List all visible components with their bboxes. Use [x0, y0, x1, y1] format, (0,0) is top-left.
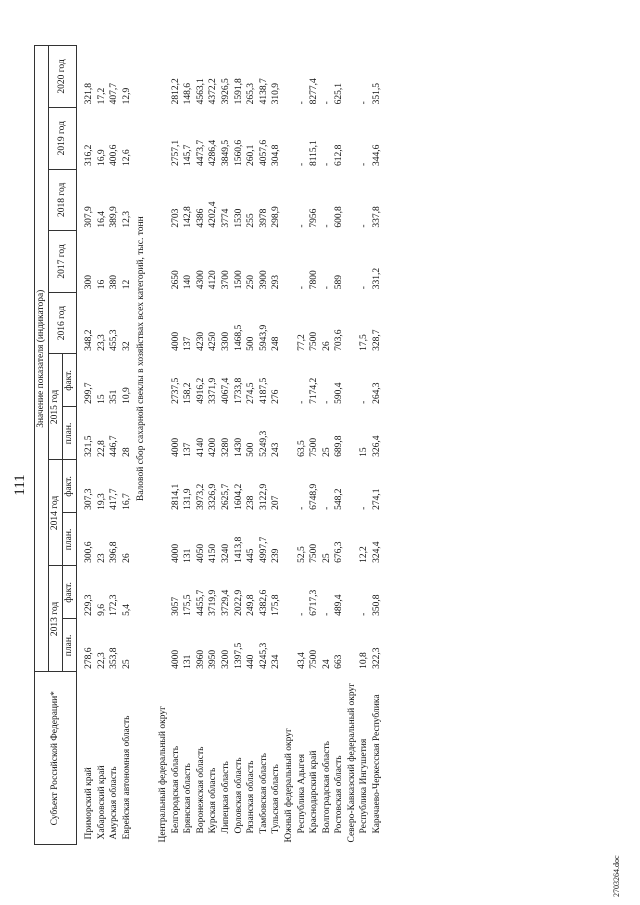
- value-cell: 265,3: [246, 83, 257, 105]
- value-cell: 16: [96, 279, 107, 290]
- value-cell: 175,8: [271, 594, 282, 616]
- table-header: [35, 46, 77, 845]
- subject-column-header: Субъект Российской Федерации*: [35, 672, 77, 845]
- region-name: Еврейская автономная область: [121, 715, 132, 840]
- value-cell: 2022,9: [233, 589, 244, 616]
- value-cell: 590,4: [334, 382, 345, 404]
- value-cell: 5,4: [121, 604, 132, 616]
- region-name: Липецкая область: [220, 761, 231, 834]
- region-name: Рязанская область: [246, 760, 257, 834]
- district-title: Центральный федеральный округ: [157, 706, 168, 843]
- value-cell: 131,9: [183, 488, 194, 510]
- value-cell: 148,6: [183, 83, 194, 105]
- value-cell: 243: [271, 442, 282, 457]
- value-cell: 2625,7: [220, 483, 231, 510]
- value-cell: 4120: [208, 270, 219, 290]
- value-cell: 7800: [309, 270, 320, 290]
- value-cell: 7956: [309, 208, 320, 228]
- value-cell: 4382,6: [258, 589, 269, 616]
- district-title: Северо-Кавказский федеральный округ: [346, 682, 357, 843]
- value-cell: 3700: [220, 270, 231, 290]
- value-cell: 77,2: [296, 334, 307, 351]
- value-cell: 1604,2: [233, 483, 244, 510]
- table-row: [308, 46, 321, 845]
- value-cell: 4138,7: [258, 78, 269, 105]
- value-cell: -: [321, 612, 332, 616]
- value-cell: 10,8: [359, 652, 370, 669]
- value-cell: 12,9: [121, 87, 132, 105]
- value-cell: 15: [359, 447, 370, 457]
- value-cell: 3973,2: [195, 483, 206, 510]
- table-row: [220, 46, 233, 845]
- value-cell: 500: [246, 442, 257, 457]
- table-body: [77, 46, 384, 845]
- value-cell: 3122,9: [258, 483, 269, 510]
- value-cell: 8115,1: [309, 140, 320, 167]
- plan-header: план.: [63, 619, 77, 672]
- value-cell: 12,6: [121, 149, 132, 167]
- value-cell: 322,3: [372, 647, 383, 669]
- value-cell: 417,7: [109, 488, 120, 510]
- value-cell: 337,8: [372, 206, 383, 228]
- value-cell: 4000: [170, 543, 181, 563]
- value-cell: 4150: [208, 543, 219, 563]
- value-cell: 234: [271, 654, 282, 669]
- value-cell: -: [321, 162, 332, 167]
- value-cell: 4386: [195, 208, 206, 228]
- value-cell: 2814,1: [170, 483, 181, 510]
- value-cell: 175,5: [183, 594, 194, 616]
- value-cell: 300: [84, 275, 94, 290]
- year-header-2018: 2018 год: [49, 169, 77, 231]
- year-header-2019: 2019 год: [49, 107, 77, 169]
- value-cell: -: [296, 400, 307, 404]
- value-cell: 612,8: [334, 144, 345, 167]
- value-cell: 25: [121, 659, 132, 669]
- value-cell: 2812,2: [170, 78, 181, 105]
- value-cell: 131: [183, 548, 194, 563]
- value-cell: 137: [183, 442, 194, 457]
- value-cell: 2650: [170, 270, 181, 290]
- value-cell: 24: [321, 659, 332, 669]
- value-cell: 23: [96, 553, 107, 563]
- value-cell: 25: [321, 447, 332, 457]
- value-cell: 4202,4: [208, 201, 219, 228]
- table-row: [83, 46, 96, 845]
- fact-header: факт.: [63, 566, 77, 619]
- value-cell: 7174,2: [309, 377, 320, 404]
- value-cell: 445: [246, 548, 257, 563]
- value-cell: 10,9: [121, 387, 132, 404]
- value-cell: 26: [321, 341, 332, 351]
- table-row: [121, 46, 134, 845]
- value-cell: 310,9: [271, 83, 282, 105]
- value-cell: 4473,7: [195, 139, 206, 167]
- value-cell: 300,6: [84, 541, 94, 563]
- value-cell: 4455,7: [195, 589, 206, 616]
- value-cell: 8277,4: [309, 78, 320, 105]
- value-cell: 328,7: [372, 329, 383, 351]
- value-cell: 278,6: [84, 647, 94, 669]
- region-name: Республика Ингушетия: [359, 738, 370, 834]
- value-cell: 6748,9: [309, 483, 320, 510]
- value-cell: 455,3: [109, 329, 120, 351]
- value-cell: 689,8: [334, 435, 345, 457]
- value-cell: -: [359, 506, 370, 510]
- table-row: [358, 46, 371, 845]
- district-row: [157, 46, 170, 845]
- value-cell: 4300: [195, 270, 206, 290]
- value-cell: 23,3: [96, 334, 107, 351]
- value-cell: 276: [271, 389, 282, 404]
- value-cell: 26: [121, 553, 132, 563]
- value-cell: 3719,9: [208, 589, 219, 616]
- value-cell: 407,7: [109, 83, 120, 105]
- value-cell: 172,3: [109, 594, 120, 616]
- value-cell: 3950: [208, 649, 219, 669]
- table-row: [245, 46, 258, 845]
- region-name: Приморский край: [84, 767, 94, 840]
- value-cell: 7500: [309, 649, 320, 669]
- value-cell: 12,2: [359, 546, 370, 563]
- value-cell: 142,8: [183, 206, 194, 228]
- district-row: [283, 46, 296, 845]
- value-cell: 353,8: [109, 647, 120, 669]
- value-cell: 1591,8: [233, 78, 244, 105]
- value-cell: -: [359, 400, 370, 404]
- table-row: [96, 46, 109, 845]
- value-cell: 324,4: [372, 541, 383, 563]
- value-cell: 12: [121, 279, 132, 290]
- value-cell: 625,1: [334, 83, 345, 105]
- value-cell: 1397,5: [233, 642, 244, 669]
- value-cell: 238: [246, 495, 257, 510]
- value-cell: 255: [246, 213, 257, 228]
- table-row: [371, 46, 384, 845]
- value-cell: -: [359, 162, 370, 167]
- region-name: Тульская область: [271, 764, 282, 834]
- value-cell: 4050: [195, 543, 206, 563]
- value-cell: 17,2: [96, 87, 107, 105]
- value-cell: -: [359, 286, 370, 290]
- value-cell: 316,2: [84, 144, 94, 167]
- fact-header: факт.: [63, 354, 77, 407]
- value-cell: 4140: [195, 437, 206, 457]
- table-row: [233, 46, 246, 845]
- value-cell: 1430: [233, 437, 244, 457]
- value-cell: 3900: [258, 270, 269, 290]
- value-cell: 1530: [233, 208, 244, 228]
- value-cell: 2737,5: [170, 377, 181, 404]
- value-cell: 400,6: [109, 144, 120, 167]
- value-cell: -: [321, 286, 332, 290]
- value-cell: 351,5: [372, 83, 383, 105]
- value-cell: 248: [271, 336, 282, 351]
- value-cell: 3978: [258, 208, 269, 228]
- value-cell: 326,4: [372, 435, 383, 457]
- value-cell: 9,6: [96, 604, 107, 616]
- value-cell: 52,5: [296, 546, 307, 563]
- value-cell: 1413,8: [233, 536, 244, 563]
- value-cell: 1468,5: [233, 324, 244, 351]
- value-cell: 1733,8: [233, 377, 244, 404]
- footer-filename: 2703264.doc: [612, 855, 621, 897]
- value-cell: 380: [109, 275, 120, 290]
- value-cell: 4563,1: [195, 78, 206, 105]
- value-cell: 1560,6: [233, 139, 244, 167]
- district-title: Южный федеральный округ: [283, 728, 294, 843]
- value-cell: 589: [334, 275, 345, 290]
- value-cell: 4250: [208, 331, 219, 351]
- value-cell: 489,4: [334, 594, 345, 616]
- value-cell: 3729,4: [220, 589, 231, 616]
- value-cell: -: [296, 612, 307, 616]
- value-cell: 4000: [170, 331, 181, 351]
- value-cell: 43,4: [296, 652, 307, 669]
- value-cell: 298,9: [271, 206, 282, 228]
- value-cell: 331,2: [372, 267, 383, 290]
- value-cell: 3371,9: [208, 377, 219, 404]
- value-cell: 3057: [170, 596, 181, 616]
- region-name: Тамбовская область: [258, 753, 269, 834]
- value-cell: 676,3: [334, 541, 345, 563]
- table-row: [296, 46, 309, 845]
- year-header-2014: 2014 год: [49, 460, 63, 566]
- value-cell: 5249,3: [258, 430, 269, 457]
- value-cell: 274,1: [372, 488, 383, 510]
- value-cell: 3926,5: [220, 78, 231, 105]
- table-row: [321, 46, 334, 845]
- value-cell: 15: [96, 394, 107, 404]
- table-row: [207, 46, 220, 845]
- table-row: [258, 46, 271, 845]
- section-subheader: Валовой сбор сахарной свеклы в хозяйствах всех категорий, тыс. тонн: [136, 216, 147, 502]
- value-cell: 3960: [195, 649, 206, 669]
- value-cell: 250: [246, 275, 257, 290]
- value-cell: 4372,2: [208, 78, 219, 105]
- table-row: [170, 46, 183, 845]
- value-cell: -: [321, 506, 332, 510]
- value-cell: 32: [121, 341, 132, 351]
- value-cell: 239: [271, 548, 282, 563]
- value-cell: 4057,6: [258, 139, 269, 167]
- indicator-header: Значение показателя (индикатора): [35, 46, 49, 672]
- value-cell: 4000: [170, 649, 181, 669]
- value-cell: 158,2: [183, 382, 194, 404]
- value-cell: 22,8: [96, 440, 107, 457]
- value-cell: 140: [183, 275, 194, 290]
- value-cell: 304,8: [271, 144, 282, 167]
- value-cell: 1500: [233, 270, 244, 290]
- year-header-2020: 2020 год: [49, 46, 77, 108]
- value-cell: 3774: [220, 208, 231, 228]
- value-cell: 2703: [170, 208, 181, 228]
- value-cell: 16,9: [96, 149, 107, 167]
- indicator-table: [34, 45, 384, 845]
- value-cell: 7500: [309, 543, 320, 563]
- year-header-2017: 2017 год: [49, 231, 77, 293]
- year-header-2013: 2013 год: [49, 566, 63, 672]
- value-cell: -: [296, 162, 307, 167]
- value-cell: 3240: [220, 543, 231, 563]
- plan-header: план.: [63, 407, 77, 460]
- value-cell: 131: [183, 654, 194, 669]
- value-cell: 4067,4: [220, 377, 231, 404]
- year-header-2015: 2015 год: [49, 354, 63, 460]
- region-name: Курская область: [208, 767, 219, 834]
- value-cell: 440: [246, 654, 257, 669]
- district-row: [346, 46, 359, 845]
- value-cell: 5943,9: [258, 324, 269, 351]
- value-cell: 19,3: [96, 493, 107, 510]
- table-row: [333, 46, 346, 845]
- value-cell: -: [359, 224, 370, 228]
- value-cell: 3326,9: [208, 483, 219, 510]
- value-cell: 260,1: [246, 144, 257, 167]
- value-cell: 500: [246, 336, 257, 351]
- region-name: Краснодарский край: [309, 750, 320, 834]
- value-cell: 600,8: [334, 206, 345, 228]
- value-cell: 4916,2: [195, 377, 206, 404]
- value-cell: 229,3: [84, 594, 94, 616]
- value-cell: 4187,5: [258, 377, 269, 404]
- value-cell: 7500: [309, 437, 320, 457]
- value-cell: 4230: [195, 331, 206, 351]
- plan-header: план.: [63, 513, 77, 566]
- region-name: Брянская область: [183, 763, 194, 834]
- value-cell: 25: [321, 553, 332, 563]
- value-cell: -: [296, 101, 307, 105]
- value-cell: 3280: [220, 437, 231, 457]
- value-cell: 7500: [309, 331, 320, 351]
- value-cell: 4997,7: [258, 536, 269, 563]
- region-name: Хабаровский край: [96, 765, 107, 840]
- value-cell: 137: [183, 336, 194, 351]
- value-cell: 389,9: [109, 206, 120, 228]
- value-cell: 4245,3: [258, 642, 269, 669]
- value-cell: 6717,3: [309, 589, 320, 616]
- value-cell: 22,3: [96, 652, 107, 669]
- value-cell: 299,7: [84, 382, 94, 404]
- value-cell: 145,7: [183, 144, 194, 167]
- value-cell: 663: [334, 654, 345, 669]
- region-name: Карачаево-Черкесская Республика: [372, 694, 383, 834]
- value-cell: 3849,5: [220, 139, 231, 167]
- value-cell: 3200: [220, 649, 231, 669]
- region-name: Амурская область: [109, 766, 120, 840]
- value-cell: 274,5: [246, 382, 257, 404]
- value-cell: 16,4: [96, 211, 107, 228]
- value-cell: 446,7: [109, 435, 120, 457]
- value-cell: 307,3: [84, 488, 94, 510]
- value-cell: 16,7: [121, 493, 132, 510]
- subheader-row: [133, 46, 151, 845]
- value-cell: 12,3: [121, 211, 132, 228]
- value-cell: 249,8: [246, 594, 257, 616]
- value-cell: 396,8: [109, 541, 120, 563]
- value-cell: 703,6: [334, 329, 345, 351]
- region-name: Ростовская область: [334, 755, 345, 834]
- value-cell: -: [296, 286, 307, 290]
- value-cell: 548,2: [334, 488, 345, 510]
- region-name: Волгоградская область: [321, 741, 332, 834]
- value-cell: 350,8: [372, 594, 383, 616]
- page-number: 111: [12, 474, 28, 496]
- region-name: Орловская область: [233, 757, 244, 834]
- region-name: Воронежская область: [195, 746, 206, 834]
- value-cell: 2757,1: [170, 139, 181, 167]
- value-cell: 321,8: [84, 83, 94, 105]
- value-cell: -: [359, 101, 370, 105]
- value-cell: 264,3: [372, 382, 383, 404]
- value-cell: 17,5: [359, 334, 370, 351]
- value-cell: 344,6: [372, 144, 383, 167]
- value-cell: 348,2: [84, 329, 94, 351]
- value-cell: 321,5: [84, 435, 94, 457]
- region-name: Республика Адыгея: [296, 754, 307, 834]
- value-cell: 293: [271, 275, 282, 290]
- value-cell: -: [321, 101, 332, 105]
- table-row: [108, 46, 121, 845]
- value-cell: 3300: [220, 331, 231, 351]
- value-cell: -: [296, 506, 307, 510]
- value-cell: -: [296, 224, 307, 228]
- table-row: [195, 46, 208, 845]
- value-cell: -: [321, 400, 332, 404]
- value-cell: 207: [271, 495, 282, 510]
- value-cell: 63,5: [296, 440, 307, 457]
- table-row: [182, 46, 195, 845]
- value-cell: 4200: [208, 437, 219, 457]
- region-name: Белгородская область: [170, 745, 181, 834]
- value-cell: 4000: [170, 437, 181, 457]
- value-cell: 4286,4: [208, 139, 219, 167]
- value-cell: 28: [121, 447, 132, 457]
- fact-header: факт.: [63, 460, 77, 513]
- value-cell: 307,9: [84, 206, 94, 228]
- table-row: [270, 46, 283, 845]
- value-cell: 351: [109, 389, 120, 404]
- value-cell: -: [359, 612, 370, 616]
- year-header-2016: 2016 год: [49, 292, 77, 354]
- value-cell: -: [321, 224, 332, 228]
